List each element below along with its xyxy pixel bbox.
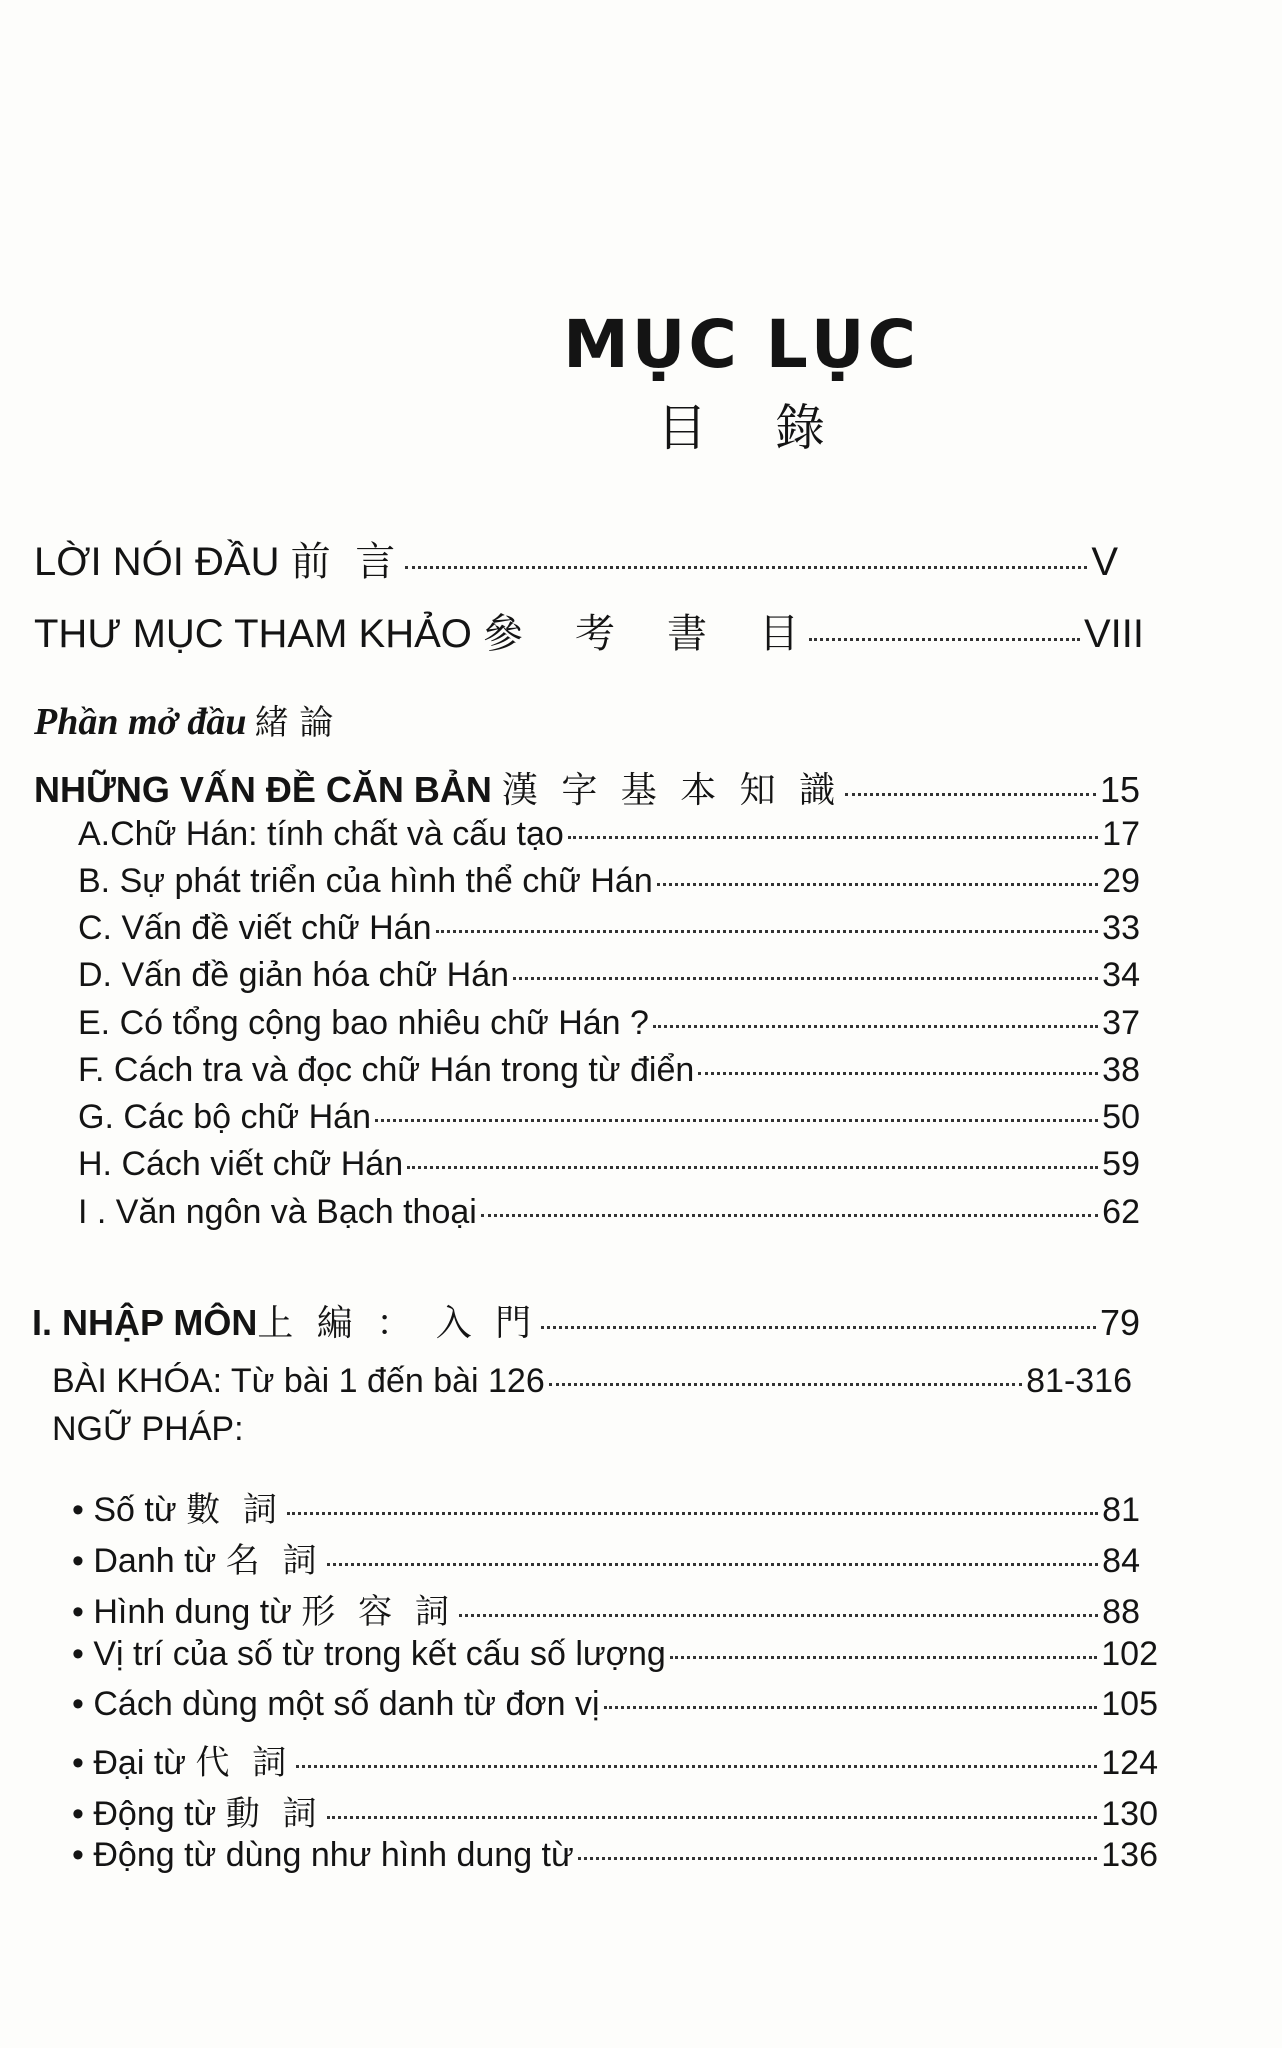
toc-page-number: 62 (1102, 1193, 1140, 1231)
toc-page-number: V (1091, 540, 1118, 584)
toc-entry-han: 動 詞 (225, 1794, 323, 1834)
toc-entry-label: LỜI NÓI ĐẦU 前 言 (34, 539, 402, 585)
page-title-han (0, 398, 1282, 458)
dot-leader (459, 1614, 1098, 1617)
dot-leader (327, 1816, 1098, 1819)
toc-entry-label: A.Chữ Hán: tính chất và cấu tạo (78, 815, 564, 853)
title-han-char: 錄 (775, 399, 825, 457)
toc-entry-han: 數 詞 (186, 1490, 283, 1530)
toc-entry-label: D. Vấn đề giản hóa chữ Hán (78, 956, 510, 994)
dot-leader (436, 930, 1099, 933)
dot-leader (287, 1512, 1098, 1515)
dot-leader (809, 638, 1080, 641)
toc-entry-han: 形 容 詞 (301, 1592, 455, 1632)
toc-entry-label: I. NHẬP MÔN上 編 ： 入 門 (32, 1302, 538, 1344)
toc-section-basics[interactable] (34, 762, 1140, 813)
toc-entry-label: • Đại từ 代 詞 (72, 1743, 293, 1783)
toc-bullet-entry[interactable] (72, 1635, 1158, 1674)
toc-bullet-entry[interactable] (72, 1836, 1158, 1875)
page-title: MỤC LỤC (563, 306, 919, 383)
toc-bullet-entry[interactable] (72, 1584, 1140, 1633)
dot-leader (513, 977, 1098, 980)
intro-heading: Phần mở đầu 緒 論 (34, 701, 334, 743)
dot-leader (845, 793, 1096, 796)
toc-entry[interactable] (78, 956, 1140, 995)
dot-leader (375, 1119, 1098, 1122)
toc-entry[interactable] (78, 1004, 1140, 1043)
toc-entry-foreword[interactable] (34, 530, 1118, 587)
toc-page-number: 130 (1101, 1795, 1158, 1833)
toc-page-number: 38 (1102, 1051, 1140, 1089)
toc-bullet-entry[interactable] (72, 1735, 1158, 1784)
toc-page-number: VIII (1083, 612, 1144, 656)
toc-entry-label: • Động từ 動 詞 (72, 1794, 323, 1834)
toc-bullet-entry[interactable] (72, 1685, 1158, 1724)
toc-entry-lessons[interactable] (52, 1362, 1132, 1401)
toc-bullet-entry[interactable] (72, 1482, 1140, 1531)
toc-bullet-entry[interactable] (72, 1533, 1140, 1582)
toc-entry-label: • Hình dung từ 形 容 詞 (72, 1592, 455, 1632)
toc-page-number: 37 (1102, 1004, 1140, 1042)
toc-entry-label: E. Có tổng cộng bao nhiêu chữ Hán ? (78, 1004, 649, 1042)
toc-page-number: 34 (1102, 956, 1140, 994)
toc-entry-label: • Vị trí của số từ trong kết cấu số lượng (72, 1635, 666, 1673)
toc-page-number: 102 (1101, 1635, 1158, 1673)
toc-entry-label: B. Sự phát triển của hình thể chữ Hán (78, 862, 653, 900)
toc-entry[interactable] (78, 909, 1140, 948)
dot-leader (296, 1765, 1097, 1768)
toc-entry[interactable] (78, 1145, 1140, 1184)
intro-heading-han: 緒 論 (254, 703, 334, 743)
toc-page-number: 17 (1102, 815, 1140, 853)
toc-page-number: 105 (1101, 1685, 1158, 1723)
toc-entry-label: THƯ MỤC THAM KHẢO 參 考 書 目 (34, 611, 805, 657)
toc-entry-han: 漢 字 基 本 知 識 (501, 770, 842, 811)
dot-leader (327, 1563, 1099, 1566)
toc-page-number: 136 (1101, 1836, 1158, 1874)
toc-page-number: 50 (1102, 1098, 1140, 1136)
toc-entry-han: 參 考 書 目 (483, 611, 805, 657)
toc-entry[interactable] (78, 1098, 1140, 1137)
toc-entry-han: 名 詞 (225, 1541, 323, 1581)
toc-page-number: 59 (1102, 1145, 1140, 1183)
toc-entry-label: C. Vấn đề viết chữ Hán (78, 909, 432, 947)
toc-entry-label: H. Cách viết chữ Hán (78, 1145, 404, 1183)
dot-leader (405, 566, 1087, 569)
toc-entry-label: BÀI KHÓA: Từ bài 1 đến bài 126 (52, 1362, 545, 1400)
toc-entry-han: 上 編 ： 入 門 (257, 1303, 538, 1344)
toc-entry-han: 前 言 (290, 539, 402, 585)
dot-leader (568, 836, 1098, 839)
dot-leader (670, 1656, 1098, 1659)
toc-page-number: 88 (1102, 1593, 1140, 1631)
toc-page-number: 29 (1102, 862, 1140, 900)
toc-entry-bibliography[interactable] (34, 602, 1144, 659)
dot-leader (698, 1072, 1098, 1075)
toc-page-number: 15 (1099, 769, 1140, 810)
toc-bullet-entry[interactable] (72, 1786, 1158, 1835)
dot-leader (604, 1706, 1098, 1709)
toc-entry[interactable] (78, 815, 1140, 854)
toc-entry[interactable] (78, 1051, 1140, 1090)
toc-entry[interactable] (78, 862, 1140, 901)
toc-entry-han: 代 詞 (195, 1743, 293, 1783)
toc-page-number: 79 (1099, 1302, 1140, 1343)
toc-entry-label: I . Văn ngôn và Bạch thoại (78, 1193, 477, 1231)
dot-leader (407, 1166, 1098, 1169)
toc-entry-label: NHỮNG VẤN ĐỀ CĂN BẢN 漢 字 基 本 知 識 (34, 769, 842, 811)
dot-leader (481, 1214, 1098, 1217)
toc-section-introduction[interactable] (32, 1295, 1140, 1346)
dot-leader (653, 1025, 1098, 1028)
toc-entry-label: • Số từ 數 詞 (72, 1490, 283, 1530)
toc-entry-label: • Cách dùng một số danh từ đơn vị (72, 1685, 600, 1723)
toc-page-number: 81-316 (1026, 1362, 1132, 1400)
toc-entry-label: F. Cách tra và đọc chữ Hán trong từ điển (78, 1051, 695, 1089)
toc-entry-label: • Động từ dùng như hình dung từ (72, 1836, 574, 1874)
toc-entry[interactable] (78, 1193, 1140, 1232)
toc-page-number: 124 (1101, 1744, 1158, 1782)
toc-entry-label: G. Các bộ chữ Hán (78, 1098, 372, 1136)
grammar-label: NGỮ PHÁP: (52, 1410, 244, 1448)
toc-page-number: 84 (1102, 1542, 1140, 1580)
dot-leader (657, 883, 1098, 886)
dot-leader (549, 1383, 1022, 1386)
dot-leader (578, 1857, 1098, 1860)
dot-leader (541, 1326, 1096, 1329)
toc-page-number: 33 (1102, 909, 1140, 947)
title-han-char: 目 (657, 399, 707, 457)
toc-page-number: 81 (1102, 1491, 1140, 1529)
toc-entry-label: • Danh từ 名 詞 (72, 1541, 323, 1581)
